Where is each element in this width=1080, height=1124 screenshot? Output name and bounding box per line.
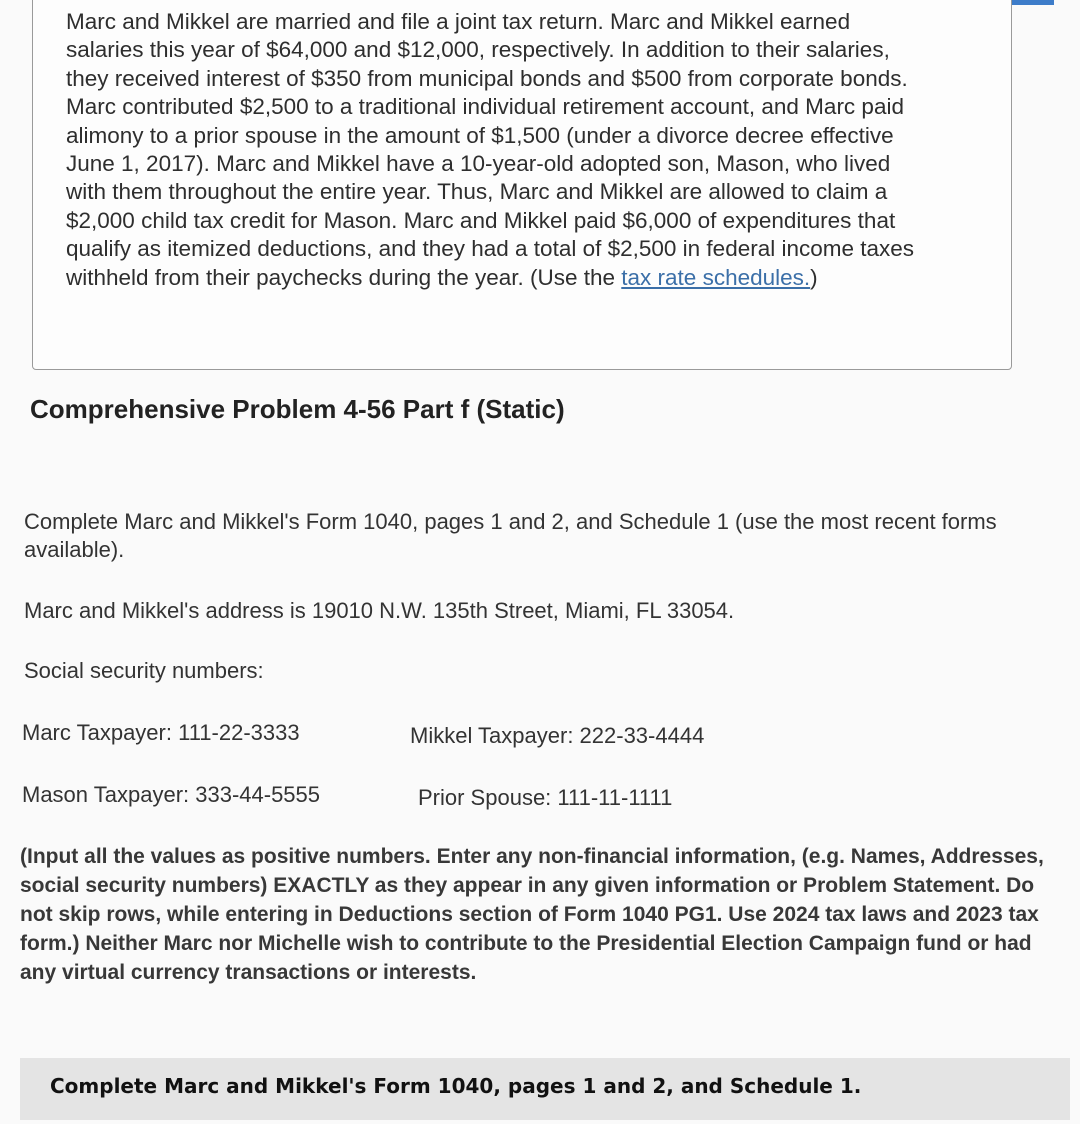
- ssn-mikkel: Mikkel Taxpayer: 222-33-4444: [410, 723, 705, 748]
- footer-instruction: Complete Marc and Mikkel's Form 1040, pages 1 and 2, and Schedule 1.: [50, 1074, 862, 1098]
- ssn-label: Social security numbers:: [24, 658, 264, 683]
- ssn-marc: Marc Taxpayer: 111-22-3333: [22, 720, 300, 745]
- footer-bar: [20, 1058, 1070, 1120]
- input-instructions-note: (Input all the values as positive numbers. Enter any non-financial information, (e.g. Names, Addresses, social security numbers) EXACTLY as they appear in any given information or Problem Statement. Do not skip rows, while entering in Deductions section of Form 1040 PG1. Use 2024 tax laws and 2023 tax form.) Neither Marc nor Michelle wish to contribute to the Presidential Election Campaign fund or had any virtual currency transactions or interests.: [20, 845, 1044, 984]
- problem-heading: Comprehensive Problem 4-56 Part f (Static): [30, 394, 565, 424]
- problem-statement-body: Marc and Mikkel are married and file a joint tax return. Marc and Mikkel earned salaries this year of $64,000 and $12,000, respectively. In addition to their salaries, they received interest of $350 from municipal bonds and $500 from corporate bonds. Marc contributed $2,500 to a traditional individual retirement account, and Marc paid alimony to a prior spouse in the amount of $1,500 (under a divorce decree effective June 1, 2017). Marc and Mikkel have a 10-year-old adopted son, Mason, who lived with them throughout the entire year. Thus, Marc and Mikkel are allowed to claim a $2,000 child tax credit for Mason. Marc and Mikkel paid $6,000 of expenditures that qualify as itemized deductions, and they had a total of $2,500 in federal income taxes withheld from their paychecks during the year. (Use the: [66, 9, 915, 290]
- ssn-prior-spouse: Prior Spouse: 111-11-1111: [418, 785, 673, 810]
- address-text: Marc and Mikkel's address is 19010 N.W. 135th Street, Miami, FL 33054.: [24, 598, 735, 623]
- problem-statement-end: ): [810, 264, 818, 290]
- problem-statement-text: [66, 8, 926, 292]
- tax-rate-schedules-link[interactable]: tax rate schedules.: [621, 264, 811, 290]
- ssn-mason: Mason Taxpayer: 333-44-5555: [22, 782, 321, 807]
- instructions-text: Complete Marc and Mikkel's Form 1040, pages 1 and 2, and Schedule 1 (use the most recent forms available).: [24, 509, 997, 562]
